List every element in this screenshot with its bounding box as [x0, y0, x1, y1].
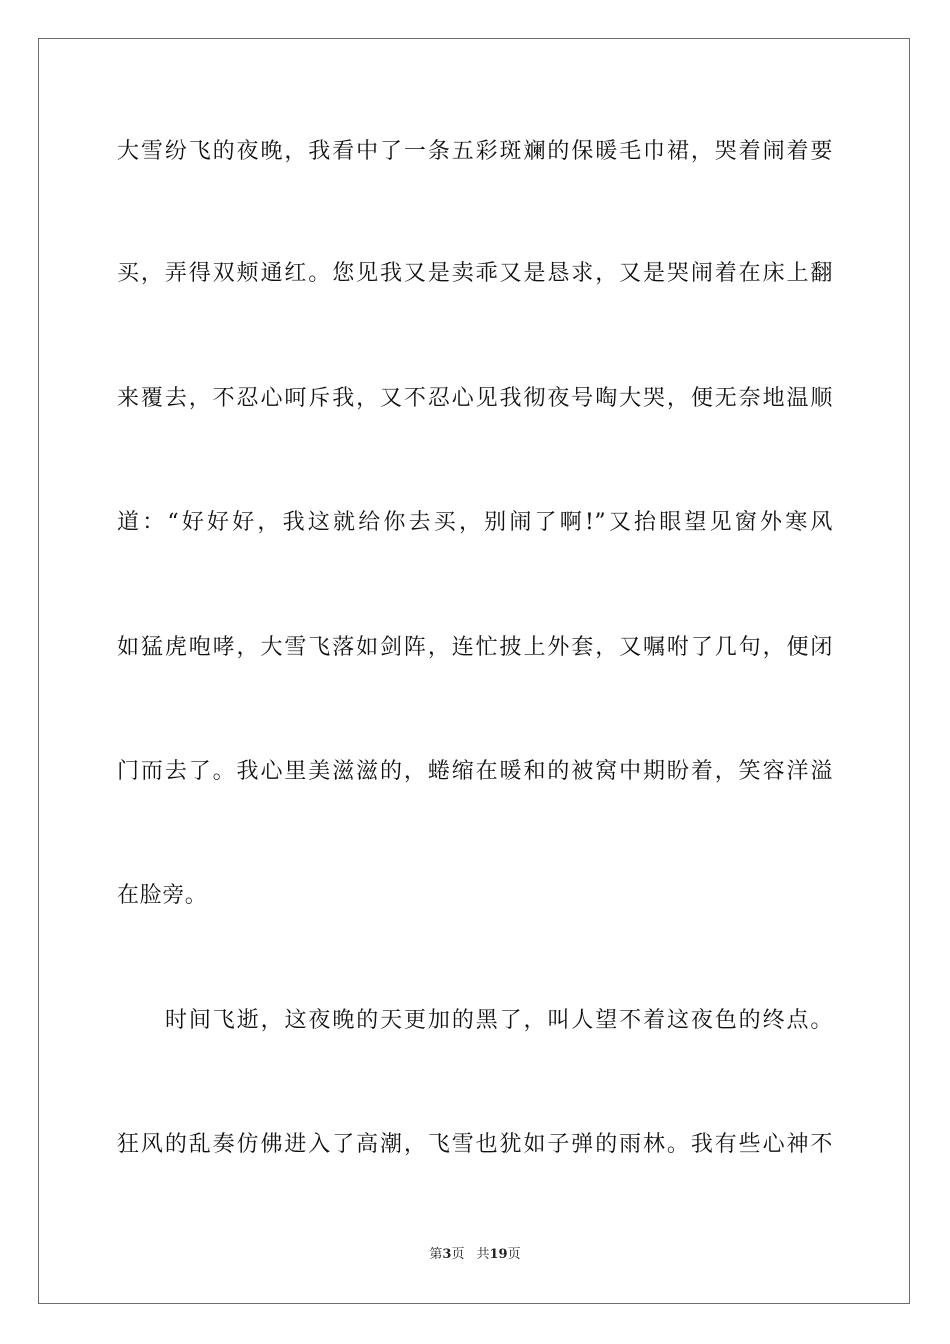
total-prefix: 共: [476, 1247, 490, 1262]
body-text-line-2: 买，弄得双颊通红。您见我又是卖乖又是恳求，又是哭闹着在床上翻: [117, 261, 833, 286]
body-text-line-4: 道：“好好好，我这就给你去买，别闹了啊!”又抬眼望见窗外寒风: [117, 510, 833, 535]
body-text-line-5: 如猛虎咆哮，大雪飞落如剑阵，连忙披上外套，又嘱咐了几句，便闭: [117, 635, 833, 660]
body-text-line-6: 门而去了。我心里美滋滋的，蜷缩在暖和的被窝中期盼着，笑容洋溢: [117, 759, 833, 784]
body-text-line-9: 狂风的乱奏仿佛进入了高潮，飞雪也犹如子弹的雨林。我有些心神不: [117, 1132, 833, 1157]
page-footer: [0, 1247, 950, 1263]
page-prefix: 第: [429, 1247, 443, 1262]
body-text-line-1: 大雪纷飞的夜晚，我看中了一条五彩斑斓的保暖毛巾裙，哭着闹着要: [117, 139, 833, 164]
total-suffix: 页: [507, 1247, 521, 1262]
page-number: 3: [442, 1247, 452, 1262]
body-text-line-7: 在脸旁。: [117, 883, 208, 908]
total-pages: 19: [489, 1247, 508, 1262]
paragraph-2-first-line: 时间飞逝，这夜晚的天更加的黑了，叫人望不着这夜色的终点。: [165, 1008, 833, 1033]
page-border: [38, 38, 910, 1304]
body-text-line-3: 来覆去，不忍心呵斥我，又不忍心见我彻夜号啕大哭，便无奈地温顺: [117, 386, 833, 411]
page-suffix: 页: [451, 1247, 465, 1262]
